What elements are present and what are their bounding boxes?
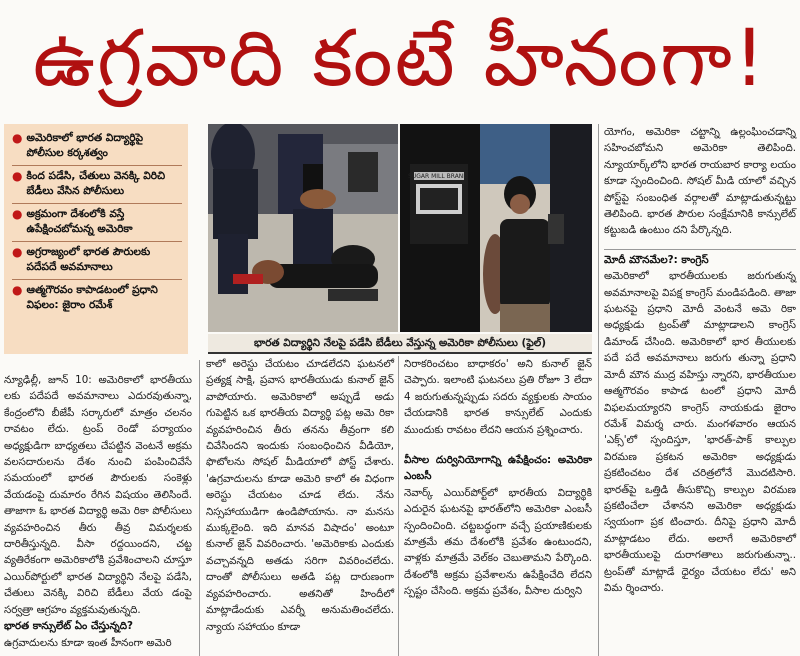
bullet-icon: ● (12, 207, 23, 221)
bullet-icon: ● (12, 131, 23, 145)
highlight-item: ● కింద పడేసి, చేతులు వెనక్కి విరిచి బేడీలు వేసిన పోలీసులు (12, 166, 182, 204)
highlight-item: ● అగ్రరాజ్యంలో భారత పౌరులకు పదేపదే అవమానాలు (12, 242, 182, 280)
photo-illustration-right (400, 124, 592, 332)
article-text: నిరాకరించటం బాధాకరం' అని కునాల్ జైన్ చెప్పారు. ఇలాంటి ఘటనలు ప్రతి రోజూ 3 లేదా 4 జరుగుతున్నప్పుడు సదరు వ్యక్తులకు సాయం చేయడానికి భారత కాన్సులేట్ ఎందుకు ముందుకు రావటం లేదని ఆయన ప్రశ్నించారు. (404, 358, 592, 436)
photo-caption: భారత విద్యార్థిని నేలపై పడేసి బేడీలు వేస్తున్న అమెరికా పోలీసులు (ఫైల్) (208, 334, 592, 354)
article-text: యోగం, అమెరికా చట్టాన్ని ఉల్లంఘించడాన్ని సహించబోమని అమెరికా తెలిపింది. న్యూయార్క్‌లోని భారత రాయబార కార్యా లయం కూడా స్పందించింది. సోషల్ మీడి యాలో వచ్చిన పోస్ట్‌పై సంబంధిత వర్గాలతో మాట్లాడుతున్నట్టు తెలిపింది. భారత పౌరుల సంక్షేమానికి కాన్సులేట్ కట్టుబడి ఉంటుం దని పేర్కొన్నది. (604, 126, 796, 237)
article-text: న్యూఢిల్లీ, జూన్ 10: అమెరికాలో భారతీయు లకు పదేపదే అవమానాలు ఎదురవుతున్నా, కేంద్రంలోని బీజేపీ సర్కారులో మాత్రం చలనం రావటం లేదు. ట్రంప్ రెండో పర్యాయం అధ్యక్షుడిగా బాధ్యతలు చేపట్టిన వెంటనే అక్రమ వలసదారులను దేశం నుంచి పంపించివేసే సమయంలో భారత పౌరులకు సంకెళ్లు వేయడంపై దుమారం రేగిన విషయం తెలిసిందే. తాజాగా ఓ భారత విద్యార్థి అమె రికా పోలీసులు వ్యవహరించిన తీరు తీవ్ర విమర్శలకు దారితీస్తున్నది. వీసా రద్దయిందని, చట్ట వ్యతిరేకంగా అమెరికాలోకి ప్రవేశించాలని చూస్తూ ఎయిర్‌పోర్టులో భారత విద్యార్థిని నేలపై పడేసి, చేతులు వెనక్కి విరిచి బేడీలు వేయ డంపై సర్వత్రా ఆగ్రహం వ్యక్తమవుతున్నది. (4, 374, 192, 616)
column-divider (199, 360, 200, 656)
photo-arrest-left (208, 124, 398, 332)
highlight-item: ● ఆత్మగౌరవం కాపాడటంలో ప్రధాని విఫలం: జైరాం రమేశ్ (12, 283, 158, 311)
article-text: కాలో అరెస్టు చేయటం చూడలేదని ఘటనలో ప్రత్యక్ష సాక్షి, ప్రవాస భారతీయుడు కునాల్ జైన్ వాపోయారు. అమెరికాలో అప్పుడే అడు గుపెట్టిన ఒక భారతీయ విద్యార్థి పట్ల అమె రికా వ్యవహరించిన తీరు తనను తీవ్రంగా కలి చివేసిందని ఇందుకు సంబంధించిన వీడియో, ఫొటోలను సోషల్ మీడియాలో పోస్ట్ చేశారు. 'ఉగ్రవాదులను కూడా అమెరి కాలో ఈ విధంగా అరెస్టు చేయటం చూడ లేదు. నేను నిస్సహాయుడిగా ఉండిపోయాను. నా మనసు ముక్కలైంది. ఇది మానవ విషాదం' అంటూ కునాల్ జైన్ వివరించారు. 'అమెరికాకు ఎందుకు వచ్చావన్నది అతడు సరిగా వివరించలేదు. దాంతో పోలీసులు అతడి పట్ల దారుణంగా వ్యవహరించారు. అతనితో హిందీలో మాట్లాడేందుకు ఎవర్నీ అనుమతించలేదు. న్యాయ సహాయం కూడా (206, 358, 394, 633)
bullet-icon: ● (12, 169, 23, 183)
article-text: నెవార్క్ ఎయిర్‌పోర్ట్‌లో భారతీయ విద్యార్థికి ఎదురైన ఘటనపై భారత్‌లోని అమెరికా ఎంబసీ స్పందించింది. చట్టబద్ధంగా వచ్చే ప్రయాణికులకు మాత్రమే తమ దేశంలోకి ప్రవేశం ఉంటుందని, వాళ్లకు మాత్రమే వెల్‌కం చెబుతామని పేర్కొంది. దేశంలోకి అక్రమ ప్రవేశాలను ఉపేక్షించేది లేదని స్పష్టం చేసింది. అక్రమ ప్రవేశం, వీసాల దుర్విని (404, 486, 592, 598)
bullet-icon: ● (12, 283, 23, 297)
bullet-icon: ● (12, 245, 23, 259)
subheading: మోదీ మౌనమేల?: కాంగ్రెస్ (604, 249, 796, 268)
article-column-1 (4, 372, 192, 651)
article-text: అమెరికాలో భారతీయులకు జరుగుతున్న అవమానాలపై విపక్ష కాంగ్రెస్ మండిపడింది. తాజా ఘటనపై ప్రధాని మోదీ వెంటనే అమె రికా అధ్యక్షుడు ట్రంప్‌తో మాట్లాడాలని కాంగ్రెస్ డిమాండ్ చేసింది. అమెరికాలో భార తీయులకు పదే పదే అవమానాలు జరుగు తున్నా ప్రధాని మోదీ మౌన ముద్ర వహిస్తు న్నారని, భారతీయుల ఆత్మగౌరవం కాపాడ టంలో ప్రధాని మోదీ విఫలమయ్యారని కాంగ్రెస్ నాయకుడు జైరాం రమేశ్ విమర్శ చారు. మంగళవారం ఆయన 'ఎక్స్'లో స్పందిస్తూ, 'భారత్-పాక్ కాల్పుల విరమణ ప్రకటన అమెరికా అధ్యక్షుడు ప్రకటించటం దేశ చరిత్రలోనే మొదటిసారి. భారత్‌పై ఒత్తిడి తీసుకొచ్చి కాల్పుల విరమణ ప్రకటించేలా చేశానని అమెరికా అధ్యక్షుడు స్వయంగా ప్రక టించారు. దీనిపై ప్రధాని మోదీ మాట్లాడటం లేదు. అలాగే అమెరికాలో భారతీయులపై దురాగతాలు జరుగుతున్నా.. ట్రంప్‌తో మాట్లాడే ధైర్యం చేయటం లేదు' అని విమ ర్శించారు. (604, 270, 796, 594)
highlight-item: ● అమెరికాలో భారత విద్యార్థిపై పోలీసుల కర్కశత్వం (12, 128, 182, 166)
photo-illustration-left (208, 124, 398, 332)
article-column-2 (206, 356, 394, 635)
subheading: భారత కాన్సులేట్ ఏం చేస్తున్నది? (4, 620, 133, 633)
shirt-print-text: SUGAR MILL BRAND (408, 173, 468, 180)
subheading: వీసాల దుర్వినియోగాన్ని ఉపేక్షించం: అమెరికా ఎంబసీ (404, 454, 592, 483)
highlight-item: ● అక్రమంగా దేశంలోకి వస్తే ఉపేక్షించబోమన్న అమెరికా (12, 204, 182, 242)
highlights-box (4, 124, 188, 354)
column-divider (398, 356, 399, 656)
photo-arrest-right (400, 124, 592, 332)
article-column-3 (404, 356, 592, 600)
headline-text: ఉగ్రవాది కంటే హీనంగా! (32, 14, 768, 104)
article-text: ఉగ్రవాదులను కూడా ఇంత హీనంగా అమెరి (4, 636, 172, 649)
column-divider (598, 124, 599, 656)
article-column-4 (604, 124, 796, 596)
headline (0, 0, 800, 118)
